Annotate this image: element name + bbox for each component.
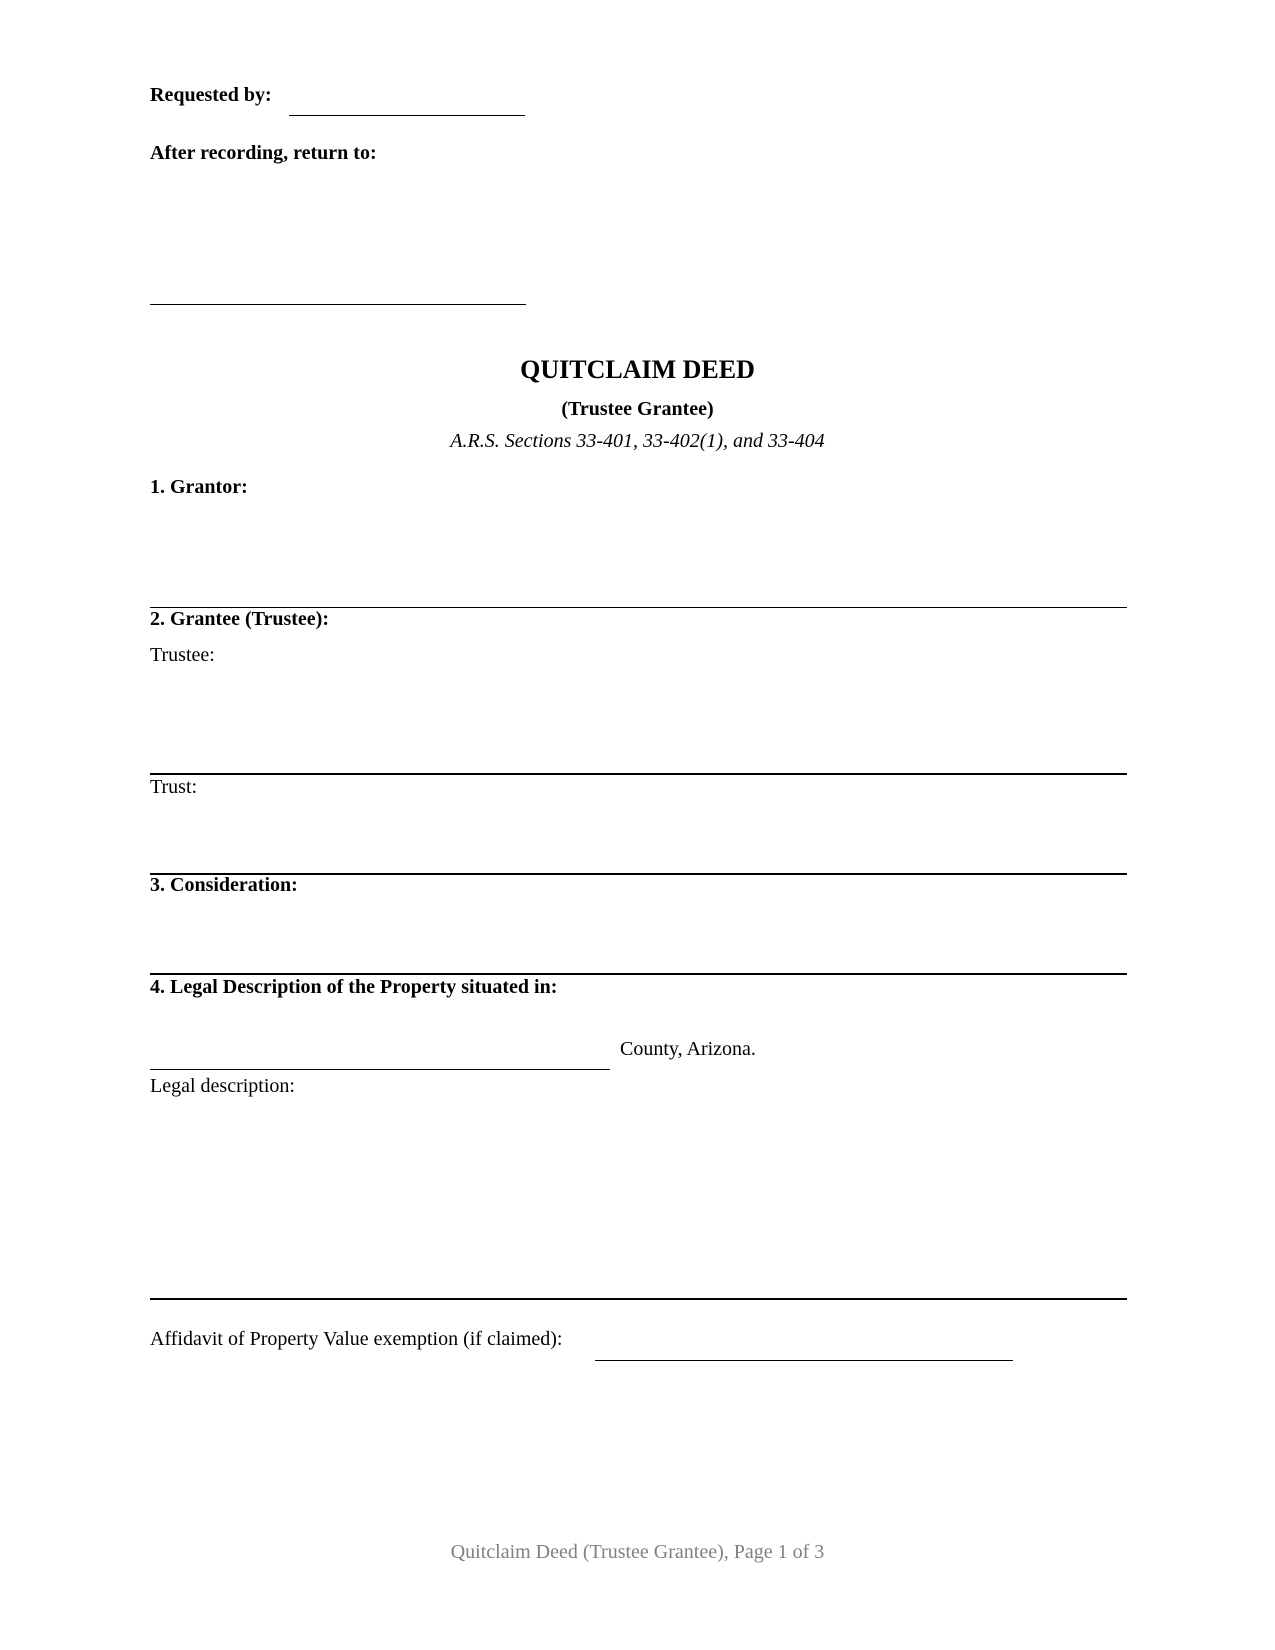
statute-reference: A.R.S. Sections 33-401, 33-402(1), and 33-404: [450, 430, 825, 452]
consideration-heading: 3. Consideration:: [150, 874, 298, 896]
legal-description-label: Legal description:: [150, 1075, 295, 1097]
affidavit-exemption-blank-line[interactable]: [595, 1360, 1013, 1361]
requested-by-blank-line[interactable]: [289, 115, 525, 116]
trustee-blank-line[interactable]: [150, 773, 1127, 775]
county-blank-line[interactable]: [150, 1069, 610, 1070]
return-to-label: After recording, return to:: [150, 142, 377, 164]
document-title: QUITCLAIM DEED: [520, 355, 755, 384]
grantor-heading: 1. Grantor:: [150, 476, 248, 498]
return-to-blank-line[interactable]: [150, 304, 526, 305]
legal-description-heading: 4. Legal Description of the Property situated in:: [150, 976, 558, 998]
page-footer: Quitclaim Deed (Trustee Grantee), Page 1 of 3: [450, 1541, 825, 1563]
document-subtitle: (Trustee Grantee): [561, 398, 714, 420]
affidavit-exemption-label: Affidavit of Property Value exemption (if claimed):: [150, 1328, 563, 1350]
trustee-label: Trustee:: [150, 644, 215, 666]
grantee-heading: 2. Grantee (Trustee):: [150, 608, 330, 630]
requested-by-label: Requested by:: [150, 84, 272, 106]
legal-description-blank-line[interactable]: [150, 1298, 1127, 1300]
trust-label: Trust:: [150, 776, 198, 798]
county-arizona-label: County, Arizona.: [620, 1038, 756, 1060]
